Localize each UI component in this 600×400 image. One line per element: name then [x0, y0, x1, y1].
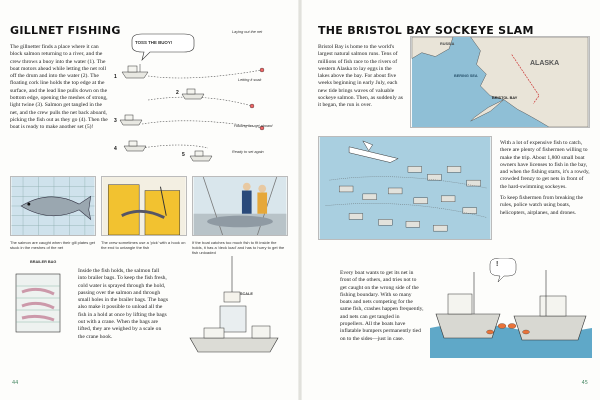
step-number-5: 5 [182, 152, 185, 158]
label-letting-soak: Letting it soak [238, 78, 262, 82]
boat-crash-illustration [430, 258, 592, 358]
label-ready: Ready to set again [232, 150, 264, 154]
label-laying-out: Laying out the net [232, 30, 263, 34]
boat-step-5 [190, 151, 212, 161]
boundary-paragraph: Every boat wants to get its net in front of the others, and tries not to get caught on the wrong side of the fishing boundary. With so many boats and nets competing for the same fish, crashes happen frequently, and nets can get tangled in propellers. All the boats have inflatable bumpers permanently tied on to the sides—just in case. [340, 270, 424, 342]
right-body-text-2 [500, 140, 590, 217]
fishermen-paragraph: With a lot of expensive fish to catch, there are plenty of fishermen willing to make the trip. About 1,800 small boat owners have licenses to fish in the bay, and when the fishing starts, it's a rowdy, crowded frenzy to get nets in front of the hard-swimming sockeyes. [500, 140, 590, 190]
boat-step-4 [124, 141, 146, 151]
alaska-map [410, 36, 590, 128]
crew-pick-illustration [101, 176, 187, 236]
map-label-russia: RUSSIA [440, 42, 455, 46]
left-page-number: 44 [12, 380, 19, 386]
boat-step-1 [122, 64, 148, 78]
salmon-illustration [10, 176, 96, 236]
scale-label: SCALE [240, 292, 253, 296]
boat-step-2 [182, 89, 204, 99]
label-hauling: Hauling the net aboard [234, 124, 273, 128]
speech-bubble-text: TOSS THE BUOY! [135, 40, 173, 45]
fishing-fleet-illustration [318, 136, 492, 240]
brailer-paragraph: Inside the fish holds, the salmon fall into brailer bags. To keep the fish fresh, cold water is sprayed through the hold, passing over the salmon and through small holes in the brailer bags. The bags also make it possible to unload all the fish in a hold at once by lifting the bags out with a crane. When the bags are lifted, they are weighed by a scale on the crane hook. [78, 268, 168, 340]
step-number-3: 3 [114, 118, 117, 124]
map-label-bering-sea: BERING SEA [454, 74, 478, 78]
deck-load-illustration [192, 176, 288, 236]
right-page-title: THE BRISTOL BAY SOCKEYE SLAM [318, 24, 534, 37]
brailer-bag-illustration [10, 258, 72, 338]
caption-salmon: The salmon are caught when their gill plates get stuck in the meshes of the net [10, 240, 95, 250]
map-label-bristol-bay: BRISTOL BAY [492, 96, 518, 100]
left-page-title: GILLNET FISHING [10, 24, 121, 37]
police-paragraph: To keep fishermen from breaking the rules, police watch using boats, helicopters, airplanes, and drones. [500, 195, 584, 216]
right-page-number: 45 [581, 380, 588, 386]
caption-deck-load: If the boat catches too much fish to fit inside the holds, it has a 'deck load' and has to hurry to get the fish unloaded [192, 240, 285, 255]
crane-scale-illustration [180, 256, 288, 356]
step-number-2: 2 [176, 90, 179, 96]
left-body-text-2 [78, 268, 168, 341]
left-body-paragraph: The gillnetter finds a place where it can block salmon returning to a river, and the crew throws a buoy into the water (1). The boat motors ahead while letting the net roll off the drum and into the water (2). The floating cork line holds the top edge at the surface, and the lead line pulls down on the bottom edge, opening the meshes of strong, light twine (3). Salmon get tangled in the net, and the crew pulls the net back aboard, picking the fish out as they go (4). Then the boat is ready to make another set (5)! [10, 44, 108, 131]
step-number-1: 1 [114, 74, 117, 80]
right-body-text-3 [340, 270, 424, 343]
map-label-alaska: ALASKA [530, 60, 560, 67]
left-body-text [10, 44, 110, 132]
book-gutter [298, 0, 302, 400]
bristol-bay-paragraph: Bristol Bay is home to the world's largest natural salmon runs. Tens of millions of fish race to the rivers of western Alaska to lay eggs in the lakes above the bay. For about five weeks beginning in early July, each new tide brings waves of valuable sockeye salmon. Then, as suddenly as it began, the run is over. [318, 44, 403, 109]
exclamation-mark: ! [496, 261, 499, 268]
brailer-bag-label: BRAILER BAG [30, 260, 57, 264]
caption-crew-pick: The crew sometimes use a 'pick' with a hook on the end to untangle the fish [101, 240, 186, 250]
step-number-4: 4 [114, 146, 117, 152]
boat-step-3 [120, 115, 142, 125]
right-body-text [318, 44, 404, 110]
